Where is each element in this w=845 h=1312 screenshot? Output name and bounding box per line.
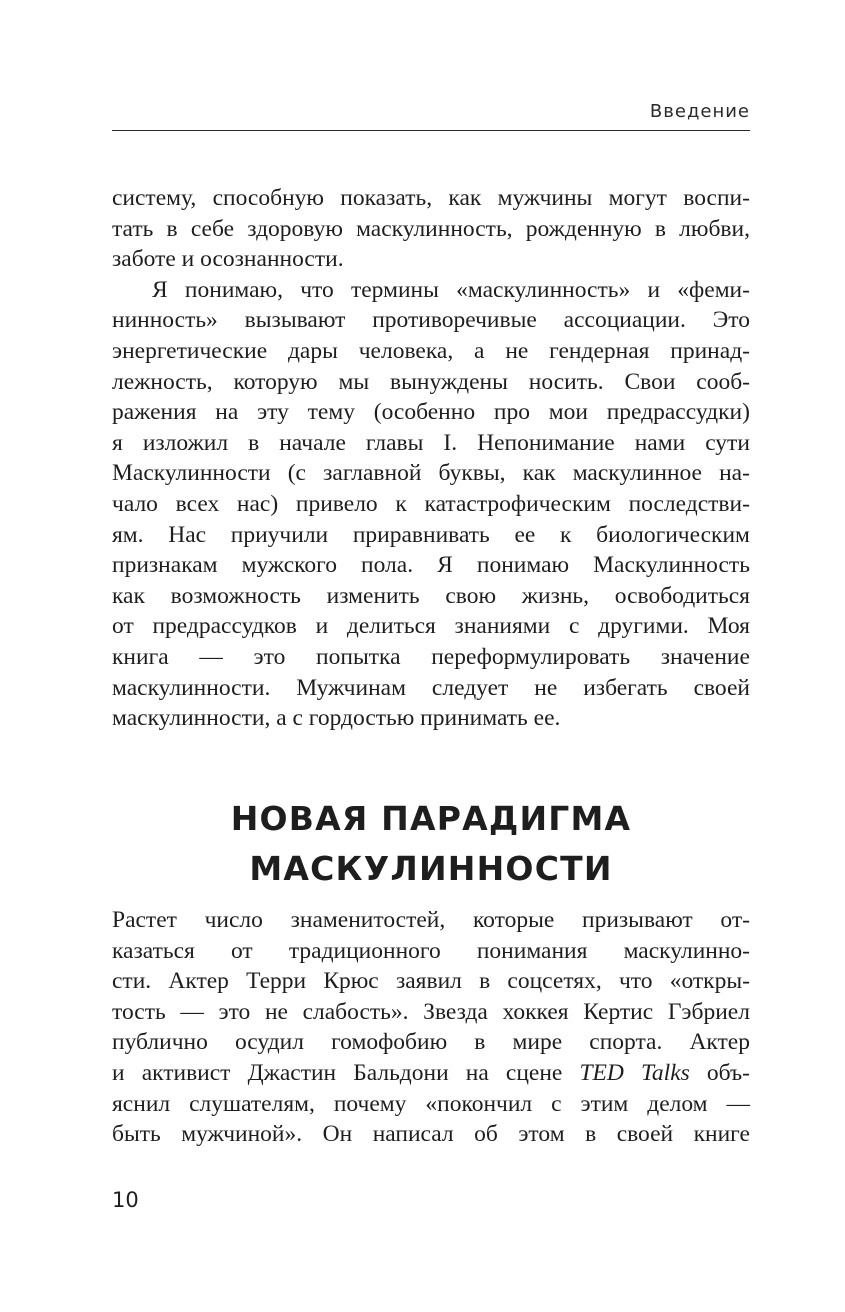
word: здоровую [247,215,343,242]
word: маскулинности. [112,674,271,701]
word: предрассудков [152,613,297,640]
word: вызывают [244,307,346,334]
word: маскулинно- [623,937,750,964]
word: нас) [236,490,279,517]
word: — [726,1090,750,1117]
word: значение [660,643,750,670]
word: к [395,490,407,517]
text-line [112,1027,750,1058]
word: Это [712,307,750,334]
word: сооб- [696,368,750,395]
word: как [522,460,556,487]
word: начале [279,429,346,456]
word: которую [233,368,318,395]
ted-talks-italic: TED Talks [579,1059,690,1086]
word: Актер [168,968,229,995]
word: Терри [246,968,307,995]
word: в [654,215,666,242]
word: человека, [358,337,454,364]
word: биологическим [596,521,750,548]
body-text-section-1 [112,183,750,734]
word: гомофобию [331,1029,448,1056]
word: привело [295,490,378,517]
text-line [112,336,750,367]
text-line [112,458,750,489]
word: признакам [112,552,218,579]
word: которые [472,907,555,933]
word: я [112,429,123,456]
word: число [204,907,263,933]
text-line [112,581,750,612]
word: Я [437,552,453,579]
word: на- [719,460,750,487]
word: этом [518,1121,565,1148]
word: публично [112,1029,208,1056]
word: написал [372,1121,454,1148]
word: «феми- [677,276,750,303]
word: об [474,1121,498,1148]
word: в [479,968,491,995]
body-text-section-2 [112,905,750,1150]
word: любви, [679,215,750,242]
word: главы [365,429,424,456]
text-line [112,1119,750,1150]
word: ее [514,521,536,548]
word: мужчины [497,185,593,211]
word: это [253,643,286,670]
word: показать, [340,185,433,211]
word: нинность» [112,307,218,334]
text-line [112,673,750,704]
word: сути [705,429,750,456]
text-line [112,489,750,520]
text-span: и активист Джастин Бальдони на сцене [112,1059,580,1086]
word: книге [693,1121,750,1148]
word: ассоциации. [563,307,686,334]
word: воспи- [683,185,750,211]
word: ражения [112,399,197,426]
word: лежность, [112,368,213,395]
text-line [112,520,750,551]
word: ям. [112,521,144,548]
word: гендерная [549,337,650,364]
text-line [112,367,750,398]
word: мужского [241,552,337,579]
word: дары [287,337,338,364]
word: Мужчинам [296,674,406,701]
word: буквы, [438,460,506,487]
word: и [647,276,661,303]
word: понимаю [476,552,570,579]
heading-line-2: МАСКУЛИННОСТИ [249,849,613,888]
word: своей [616,1121,674,1148]
text-line [112,397,750,428]
word: Нас [168,521,207,548]
word: казаться [112,937,195,964]
text-line [112,183,750,214]
text-line [112,936,750,967]
word: про [493,399,530,426]
word: на [215,399,239,426]
word: предрассудки) [606,399,750,426]
text-line [112,214,750,245]
running-head: Введение [649,101,750,122]
header-rule [112,130,750,131]
text-line [112,305,750,336]
word: — [180,998,204,1025]
word: знаменитостей, [290,907,446,933]
word: возможность [170,582,301,609]
text-line [112,428,750,459]
word: быть [112,1121,161,1148]
word: Растет [112,907,177,933]
word: с [568,613,580,640]
heading-line-1: НОВАЯ ПАРАДИГМА [230,799,632,838]
word: от [230,937,253,964]
word: нами [634,429,686,456]
word: в [585,1121,597,1148]
text-line [112,1058,750,1089]
word: в [474,1029,486,1056]
text-line [112,966,750,997]
section-heading [112,794,750,894]
word: своей [693,674,750,701]
text-line [112,642,750,673]
word: эту [257,399,289,426]
word: тость [112,998,166,1025]
word: что [618,968,653,995]
word: приучили [230,521,329,548]
word: Маскулинность [593,552,750,579]
word: книга [112,643,169,670]
word: Моя [707,613,750,640]
word: принад- [670,337,750,364]
word: от- [720,907,750,933]
word: осудил [234,1029,304,1056]
word: и [315,613,329,640]
word: не [505,337,529,364]
word: яснил [112,1090,171,1117]
text-line [112,905,750,936]
word: сти. [112,968,152,995]
word: это [218,998,251,1025]
word: изменить [326,582,420,609]
word: как [112,582,145,609]
word: заявил [395,968,462,995]
word: соцсетях, [507,968,602,995]
word: I. [443,429,458,456]
word: всех [175,490,220,517]
word: избегать [583,674,668,701]
word: к [560,521,572,548]
word: другими. [598,613,689,640]
word: традиционного [288,937,441,964]
word: Звезда [423,998,488,1025]
word: «маскулинность» [456,276,631,303]
word: Кертис [583,998,654,1025]
word: попытка [316,643,401,670]
word: термины [350,276,439,303]
word: энергетические [112,337,268,364]
word: в [166,215,178,242]
word: вынуждены [390,368,508,395]
word: как [448,185,482,211]
word: рожденную [525,215,642,242]
word: Свои [624,368,676,395]
word: носить. [528,368,604,395]
word: чало [112,490,158,517]
word: себе [190,215,235,242]
word: следует [431,674,509,701]
word: этим [580,1090,629,1117]
word: заглавной [323,460,422,487]
word: — [199,643,223,670]
word: делом [647,1090,708,1117]
word: катастрофическим [424,490,611,517]
word: от [112,613,134,640]
word: противоречивые [372,307,537,334]
word: «покончил [425,1090,533,1117]
word: «откры- [669,968,750,995]
word: Гэбриел [667,998,750,1025]
word: мужчиной». [181,1121,303,1148]
word: освободиться [614,582,750,609]
word: пола. [361,552,414,579]
word: тать [112,215,154,242]
word: мире [512,1029,563,1056]
word: хоккея [502,998,569,1025]
word: Крюс [323,968,379,995]
text-line [112,275,750,306]
word: знаниями [454,613,551,640]
word: маскулинность, [356,215,513,242]
word: Я [152,276,168,303]
word: спорта. [589,1029,663,1056]
text-line: заботе и осознанности. [112,246,344,273]
word: а [474,337,485,364]
word: не [264,998,288,1025]
word: мои [548,399,588,426]
word: почему [333,1090,407,1117]
word: могут [608,185,667,211]
word: мы [338,368,370,395]
word: жизнь, [521,582,590,609]
word: Маскулинности [112,460,271,487]
word: изложил [142,429,229,456]
text-line [112,997,750,1028]
text-line [112,611,750,642]
word: (особенно [373,399,476,426]
word: понимаю, [184,276,283,303]
word: последстви- [628,490,750,517]
word: свою [445,582,497,609]
text-span: объ- [689,1059,750,1086]
word: слушателям, [189,1090,315,1117]
text-line [112,1089,750,1120]
word: переформулировать [431,643,631,670]
word: в [248,429,260,456]
word: Непонимание [477,429,615,456]
word: систему, [112,185,197,211]
word: способную [212,185,324,211]
word: с [551,1090,562,1117]
word: понимания [476,937,588,964]
word: Актер [689,1029,750,1056]
word: маскулинное [572,460,702,487]
word: не [534,674,558,701]
text-line [112,550,750,581]
word: Он [322,1121,353,1148]
word: тему [307,399,355,426]
word: приравнивать [352,521,490,548]
page-number: 10 [112,1188,139,1212]
word: призывают [582,907,693,933]
text-line: маскулинности, а с гордостью принимать ее. [112,705,561,732]
word: слабость». [302,998,409,1025]
word: что [300,276,334,303]
word: (с [287,460,306,487]
word: делиться [346,613,436,640]
